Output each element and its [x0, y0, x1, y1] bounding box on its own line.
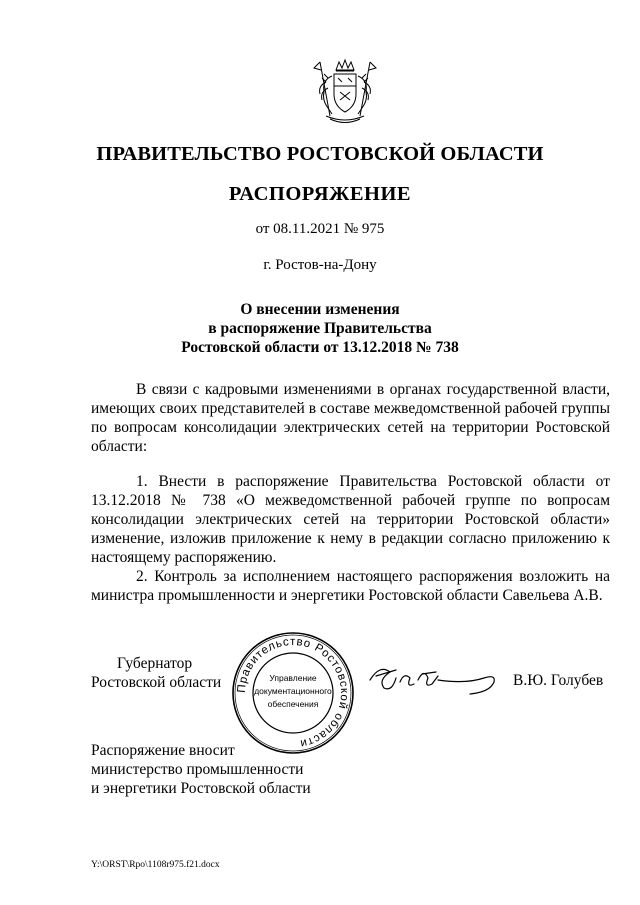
- seal-center-line: документационного: [254, 686, 332, 696]
- item-1-paragraph: 1. Внести в распоряжение Правительства Ростовской области от 13.12.2018 № 738 «О межведомственной рабочей группе по вопросам консолидации электрических сетей на территории Ростовской области» изменение, изложив приложение к нему в редакции согласно приложению к настоящему распоряжению.: [91, 473, 610, 566]
- document-type: РАСПОРЯЖЕНИЕ: [228, 183, 412, 205]
- government-title: ПРАВИТЕЛЬСТВО РОСТОВСКОЙ ОБЛАСТИ: [96, 143, 544, 165]
- position-line: Губернатор: [117, 655, 193, 672]
- subject-line: в распоряжение Правительства: [208, 320, 432, 337]
- preamble-paragraph: В связи с кадровыми изменениями в органах государственной власти, имеющих своих представителей в составе межведомственной рабочей группы по вопросам консолидации электрических сетей на территории Ростовской области:: [91, 381, 610, 455]
- subject-line: Ростовской области от 13.12.2018 № 738: [181, 339, 459, 356]
- file-path: Y:\ORST\Rpo\1108r975.f21.docx: [91, 860, 220, 870]
- document-body: [91, 380, 610, 605]
- signature-icon: [366, 658, 500, 698]
- signatory-position: [91, 654, 231, 692]
- signatory-name: В.Ю. Голубев: [513, 672, 604, 689]
- document-subject: [0, 300, 640, 357]
- document-date-number: от 08.11.2021 № 975: [255, 221, 385, 237]
- item-2-paragraph: 2. Контроль за исполнением настоящего распоряжения возложить на министра промышленности и энергетики Ростовской области Савельева А.В.: [91, 568, 610, 604]
- seal-center-line: обеспечения: [267, 699, 319, 709]
- subject-line: О внесении изменения: [240, 301, 400, 318]
- seal-center-line: Управление: [269, 673, 317, 683]
- submitter-line: министерство промышленности: [91, 761, 304, 778]
- seal-ring-text: Правительство Ростовской области: [235, 635, 351, 750]
- submitter-line: Распоряжение вносит: [91, 742, 235, 759]
- submitter-line: и энергетики Ростовской области: [91, 780, 311, 797]
- document-city: г. Ростов-на-Дону: [263, 257, 377, 273]
- seal-icon: [230, 630, 356, 756]
- position-line: Ростовской области: [91, 674, 222, 691]
- submitter-block: [91, 741, 311, 798]
- coat-of-arms-icon: [312, 56, 378, 126]
